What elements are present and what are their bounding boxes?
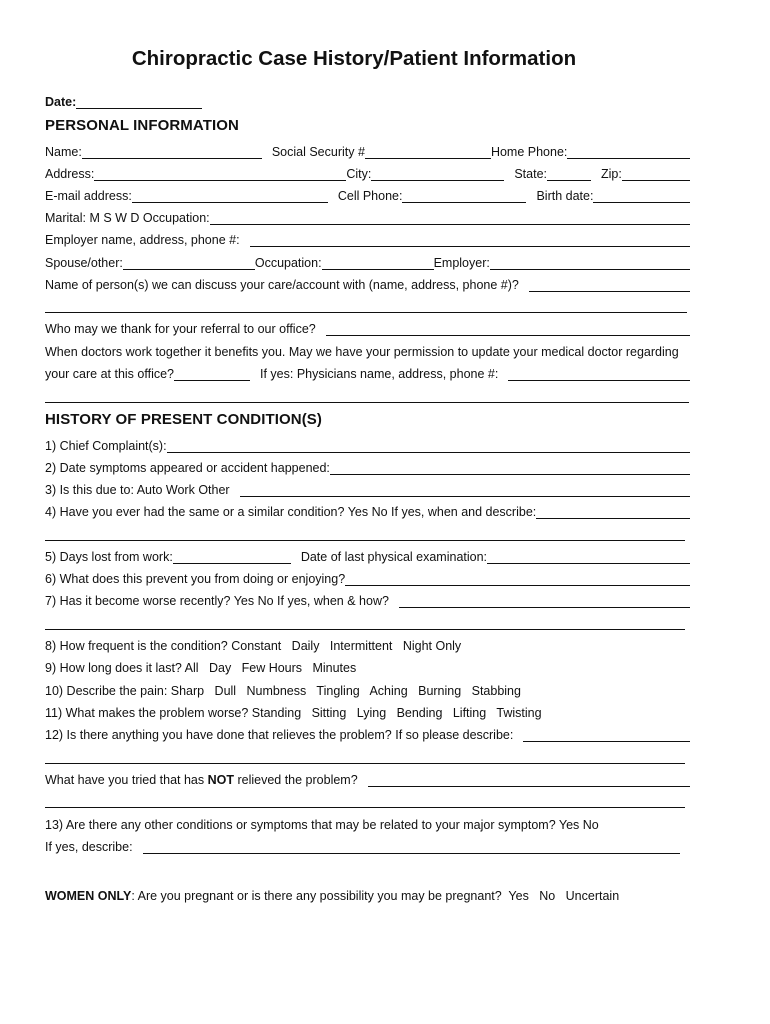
doctors-row-1 xyxy=(45,341,690,359)
q7-label: 7) Has it become worse recently? Yes No If yes, when & how? xyxy=(45,594,389,608)
date-field[interactable] xyxy=(76,95,202,109)
zip-label: Zip: xyxy=(601,167,622,181)
q7-row xyxy=(45,590,690,608)
cell-field[interactable] xyxy=(402,189,526,203)
address-row xyxy=(45,163,690,181)
q4-field-line2[interactable] xyxy=(45,540,685,541)
discuss-field[interactable] xyxy=(529,278,690,292)
spouse-field[interactable] xyxy=(123,256,255,270)
tried-field-line2[interactable] xyxy=(45,807,685,808)
discuss-label: Name of person(s) we can discuss your care/account with (name, address, phone #)? xyxy=(45,278,519,292)
q2-row xyxy=(45,457,690,475)
q13b-label: If yes, describe: xyxy=(45,840,133,854)
q6-field[interactable] xyxy=(345,572,690,586)
marital-row xyxy=(45,207,690,225)
q13-label[interactable]: 13) Are there any other conditions or symptoms that may be related to your major symptom? Yes No xyxy=(45,818,599,832)
doctors-text-1: When doctors work together it benefits you. May we have your permission to update your medical doctor regarding xyxy=(45,345,679,359)
doctors-row-2 xyxy=(45,363,690,381)
spouse-employer-field[interactable] xyxy=(490,256,690,270)
q7-field-line2[interactable] xyxy=(45,629,685,630)
address-label: Address: xyxy=(45,167,95,181)
days-lost-field[interactable] xyxy=(173,550,291,564)
q3-row xyxy=(45,479,690,497)
q8-label[interactable]: 8) How frequent is the condition? Constant Daily Intermittent Night Only xyxy=(45,639,462,653)
date-label: Date: xyxy=(45,95,77,109)
email-field[interactable] xyxy=(132,189,328,203)
name-row xyxy=(45,141,690,159)
q8-row xyxy=(45,635,690,653)
state-label: State: xyxy=(514,167,548,181)
physician-field[interactable] xyxy=(508,367,690,381)
last-exam-label: Date of last physical examination: xyxy=(300,550,488,564)
q10-row xyxy=(45,680,690,698)
tried-row xyxy=(45,769,690,787)
q12-row xyxy=(45,724,690,742)
q13-row xyxy=(45,814,690,832)
name-label: Name: xyxy=(45,145,82,159)
q4-row xyxy=(45,501,690,519)
name-field[interactable] xyxy=(82,145,262,159)
permission-field[interactable] xyxy=(174,367,250,381)
occupation-field[interactable] xyxy=(210,211,690,225)
q13b-field[interactable] xyxy=(143,840,680,854)
address-field[interactable] xyxy=(94,167,346,181)
q12-label: 12) Is there anything you have done that relieves the problem? If so please describe: xyxy=(45,728,514,742)
q9-row xyxy=(45,657,690,675)
q3-field[interactable] xyxy=(240,483,690,497)
q6-label: 6) What does this prevent you from doing or enjoying? xyxy=(45,572,346,586)
referral-field[interactable] xyxy=(326,322,690,336)
physician-field-line2[interactable] xyxy=(45,402,689,403)
personal-heading: PERSONAL INFORMATION xyxy=(45,117,239,134)
home-phone-field[interactable] xyxy=(567,145,690,159)
cell-label: Cell Phone: xyxy=(337,189,403,203)
women-label[interactable]: WOMEN ONLY: Are you pregnant or is there any possibility you may be pregnant? Yes No Uncertain xyxy=(45,889,620,903)
ssn-label: Social Security # xyxy=(271,145,365,159)
discuss-field-line2[interactable] xyxy=(45,312,687,313)
q10-label[interactable]: 10) Describe the pain: Sharp Dull Numbness Tingling Aching Burning Stabbing xyxy=(45,684,521,698)
marital-label: Marital: M S W D Occupation: xyxy=(45,211,210,225)
history-heading: HISTORY OF PRESENT CONDITION(S) xyxy=(45,411,323,428)
city-field[interactable] xyxy=(371,167,504,181)
q11-label[interactable]: 11) What makes the problem worse? Standing Sitting Lying Bending Lifting Twisting xyxy=(45,706,542,720)
birth-label: Birth date: xyxy=(536,189,594,203)
spouse-label: Spouse/other: xyxy=(45,256,123,270)
last-exam-field[interactable] xyxy=(487,550,690,564)
spouse-occupation-label: Occupation: xyxy=(254,256,322,270)
form-title: Chiropractic Case History/Patient Information xyxy=(131,47,577,70)
city-label: City: xyxy=(346,167,372,181)
zip-field[interactable] xyxy=(622,167,690,181)
q3-label: 3) Is this due to: Auto Work Other xyxy=(45,483,230,497)
q1-field[interactable] xyxy=(167,439,690,453)
employer-field[interactable] xyxy=(250,233,690,247)
q2-field[interactable] xyxy=(330,461,690,475)
tried-label: What have you tried that has NOT relieved the problem? xyxy=(45,773,358,787)
home-phone-label: Home Phone: xyxy=(490,145,568,159)
spouse-employer-label: Employer: xyxy=(433,256,490,270)
email-label: E-mail address: xyxy=(45,189,132,203)
state-field[interactable] xyxy=(547,167,591,181)
q4-field[interactable] xyxy=(536,505,690,519)
discuss-row xyxy=(45,274,690,292)
email-row xyxy=(45,185,690,203)
physician-label: If yes: Physicians name, address, phone #: xyxy=(260,367,499,381)
q13b-row xyxy=(45,836,690,854)
tried-field[interactable] xyxy=(368,773,690,787)
women-row xyxy=(45,885,690,903)
referral-label: Who may we thank for your referral to our office? xyxy=(45,322,316,336)
q2-label: 2) Date symptoms appeared or accident happened: xyxy=(45,461,330,475)
q5-label: 5) Days lost from work: xyxy=(45,550,173,564)
birth-field[interactable] xyxy=(593,189,690,203)
q5-row xyxy=(45,546,690,564)
employer-label: Employer name, address, phone #: xyxy=(45,233,240,247)
q6-row xyxy=(45,568,690,586)
date-row xyxy=(45,91,245,109)
q11-row xyxy=(45,702,690,720)
spouse-occupation-field[interactable] xyxy=(322,256,434,270)
ssn-field[interactable] xyxy=(365,145,491,159)
spouse-row xyxy=(45,252,690,270)
q12-field-line2[interactable] xyxy=(45,763,685,764)
q12-field[interactable] xyxy=(523,728,690,742)
doctors-text-2: your care at this office? xyxy=(45,367,175,381)
q7-field[interactable] xyxy=(399,594,690,608)
q1-label: 1) Chief Complaint(s): xyxy=(45,439,167,453)
q4-label: 4) Have you ever had the same or a similar condition? Yes No If yes, when and describe: xyxy=(45,505,537,519)
q9-label[interactable]: 9) How long does it last? All Day Few Hours Minutes xyxy=(45,661,357,675)
q1-row xyxy=(45,435,690,453)
employer-row xyxy=(45,229,690,247)
referral-row xyxy=(45,318,690,336)
